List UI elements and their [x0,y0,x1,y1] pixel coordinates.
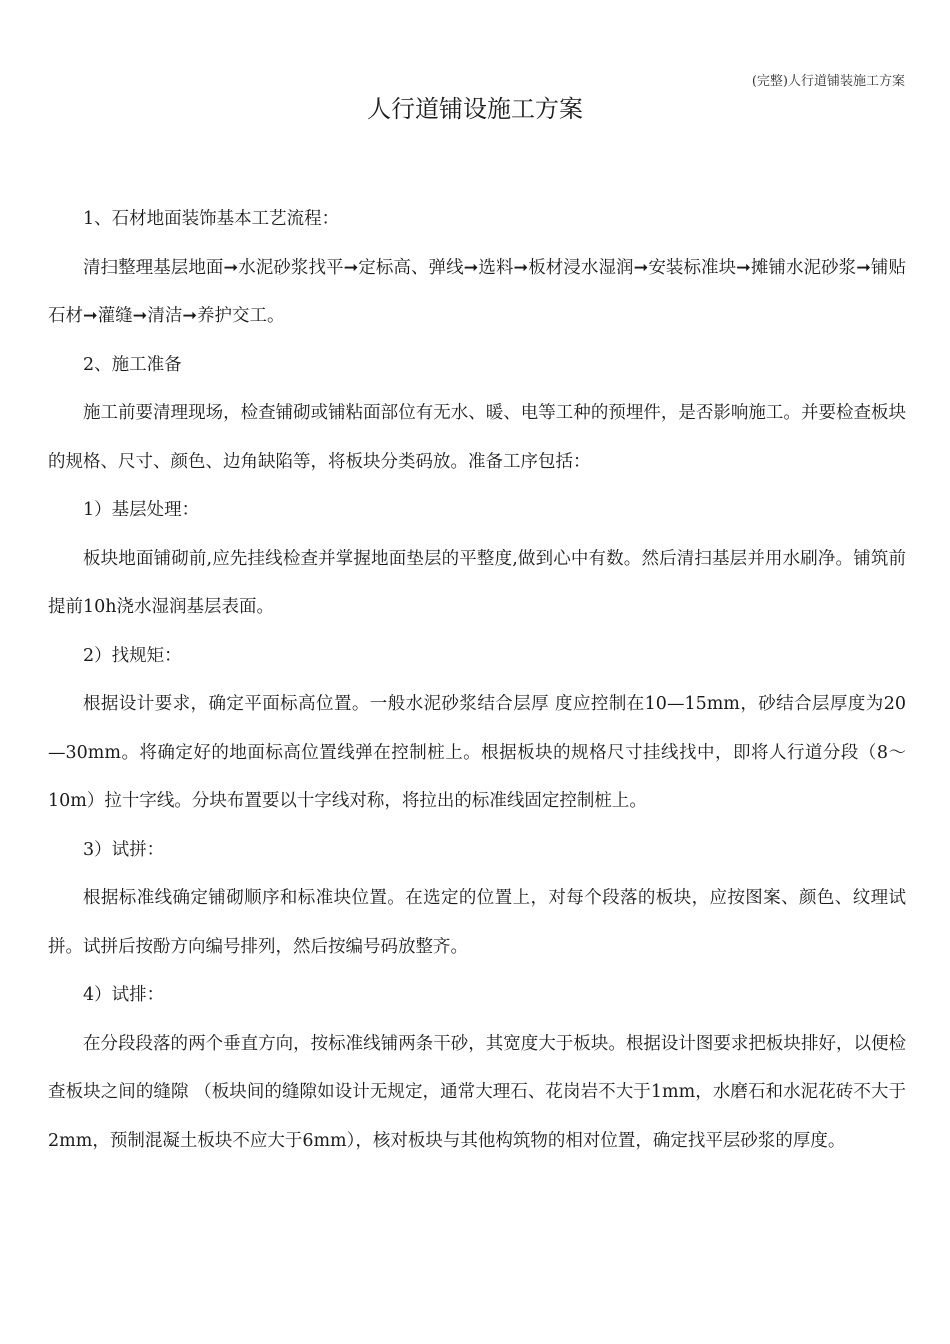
section-heading-process: 1、石材地面装饰基本工艺流程： [83,209,340,229]
subheading-base-treatment: 1）基层处理： [83,500,200,520]
paragraph-trial-arrangement: 在分段段落的两个垂直方向，按标准线铺两条干砂，其宽度大于板块。根据设计图要求把板块排好，以便检查板块之间的缝隙 （板块间的缝隙如设计无规定，通常大理石、花岗岩不大于1mm，水磨石和水泥花砖不大于2mm，预制混凝土板块不应大于6mm），核对板块与其他构筑物的相对位置，确定找平层砂浆的厚度。 [48,1033,906,1151]
paragraph-layout: 根据设计要求，确定平面标高位置。一般水泥砂浆结合层厚 度应控制在10—15mm，砂结合层厚度为20—30mm。将确定好的地面标高位置线弹在控制桩上。根据板块的规格尺寸挂线找中，即将人行道分段（8～10m）拉十字线。分块布置要以十字线对称，将拉出的标准线固定控制桩上。 [48,694,906,811]
paragraph-base-treatment: 板块地面铺砌前,应先挂线检查并掌握地面垫层的平整度,做到心中有数。然后清扫基层并用水刷净。铺筑前提前10h浇水湿润基层表面。 [48,548,906,617]
subheading-trial-arrangement: 4）试排： [83,985,165,1005]
paragraph-preparation: 施工前要清理现场，检查铺砌或铺粘面部位有无水、暖、电等工种的预埋件，是否影响施工。并要检查板块的规格、尺寸、颜色、边角缺陷等，将板块分类码放。准备工序包括： [48,403,906,472]
paragraph-trial-fit: 根据标准线确定铺砌顺序和标准块位置。在选定的位置上，对每个段落的板块，应按图案、颜色、纹理试拼。试拼后按酚方向编号排列，然后按编号码放整齐。 [48,888,906,957]
document-title: 人行道铺设施工方案 [367,95,583,123]
header-note: (完整)人行道铺装施工方案 [751,74,905,89]
subheading-layout: 2）找规矩： [83,645,182,666]
paragraph-process-flow: 清扫整理基层地面➞水泥砂浆找平➞定标高、弹线➞选料➞板材浸水湿润➞安装标准块➞摊铺水泥砂浆➞铺贴石材➞灌缝➞清洁➞养护交工。 [48,257,906,326]
subheading-trial-fit: 3）试拼： [83,839,165,860]
document-body [48,195,906,1165]
section-heading-preparation: 2、施工准备 [83,354,182,375]
